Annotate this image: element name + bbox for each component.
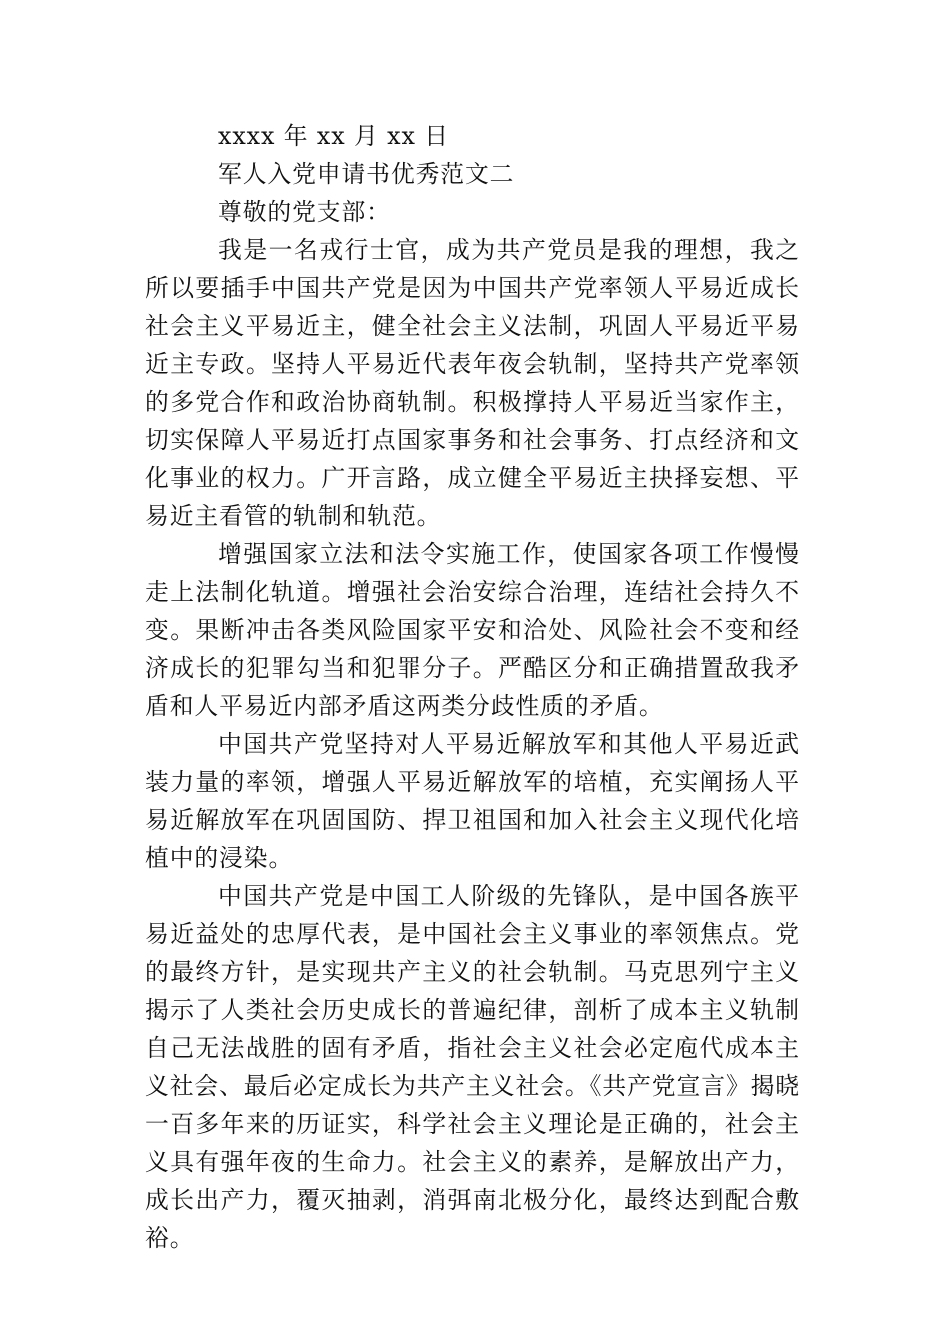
document-body — [145, 117, 800, 1257]
body-paragraph-4: 中国共产党是中国工人阶级的先锋队，是中国各族平易近益处的忠厚代表，是中国社会主义事业的率领焦点。党的最终方针，是实现共产主义的社会轨制。马克思列宁主义揭示了人类社会历史成长的普遍纪律，剖析了成本主义轨制自己无法战胜的固有矛盾，指社会主义社会必定庖代成本主义社会、最后必定成长为共产主义社会。《共产党宣言》揭晓一百多年来的历证实，科学社会主义理论是正确的，社会主义具有强年夜的生命力。社会主义的素养，是解放出产力，成长出产力，覆灭抽剥，消弭南北极分化，最终达到配合敷裕。 — [145, 882, 800, 1252]
body-paragraph-3: 中国共产党坚持对人平易近解放军和其他人平易近武装力量的率领，增强人平易近解放军的培植，充实阐扬人平易近解放军在巩固国防、捍卫祖国和加入社会主义现代化培植中的浸染。 — [145, 730, 800, 872]
salutation: 尊敬的党支部： — [218, 198, 391, 226]
document-title: 军人入党申请书优秀范文二 — [218, 160, 515, 188]
date-line: xxxx 年 xx 月 xx 日 — [218, 122, 449, 150]
body-paragraph-2: 增强国家立法和法令实施工作，使国家各项工作慢慢走上法制化轨道。增强社会治安综合治理，连结社会持久不变。果断冲击各类风险国家平安和洽处、风险社会不变和经济成长的犯罪勾当和犯罪分子。严酷区分和正确措置敌我矛盾和人平易近内部矛盾这两类分歧性质的矛盾。 — [145, 540, 800, 720]
body-paragraph-1: 我是一名戎行士官，成为共产党员是我的理想，我之所以要插手中国共产党是因为中国共产党率领人平易近成长社会主义平易近主，健全社会主义法制，巩固人平易近平易近主专政。坚持人平易近代表年夜会轨制，坚持共产党率领的多党合作和政治协商轨制。积极撑持人平易近当家作主，切实保障人平易近打点国家事务和社会事务、打点经济和文化事业的权力。广开言路，成立健全平易近主抉择妄想、平易近主看管的轨制和轨范。 — [145, 236, 800, 530]
